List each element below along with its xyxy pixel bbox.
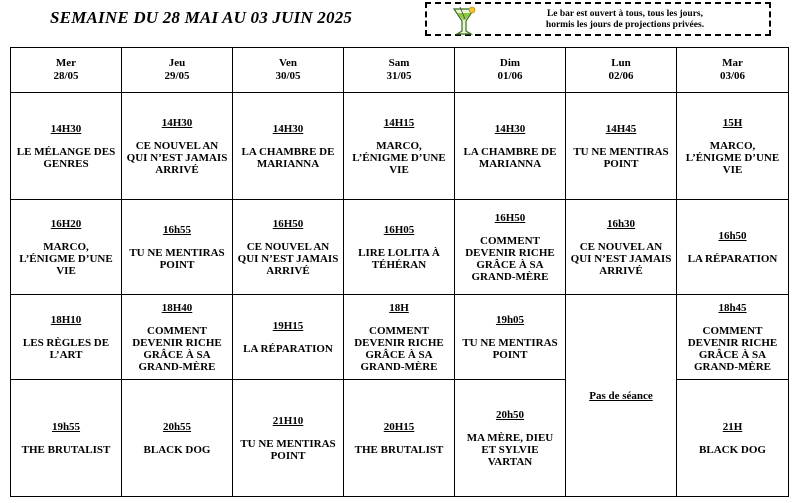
screening-cell [233,93,344,200]
screening-cell [455,200,566,295]
screening-cell [122,93,233,200]
film-title: THE BRUTALIST [21,443,111,456]
day-header: Mer 28/05 [11,48,122,93]
film-title: TU NE MENTIRAS POINT [129,246,225,271]
table-row [11,93,789,200]
notice-line-1: Le bar est ouvert à tous, tous les jours, [546,9,704,19]
screening-time: 14H30 [50,122,82,135]
film-title: COMMENT DEVENIR RICHE GRÂCE À SA GRAND-MÈRE [465,234,555,283]
header-row [11,48,789,93]
screening-cell [11,295,122,380]
screening-time: 14H30 [494,122,526,135]
screening-time: 16h50 [718,229,747,242]
screening-time: 19H15 [272,319,304,332]
screening-cell [677,380,789,497]
table-row [11,295,789,380]
screening-cell [11,380,122,497]
day-header: Jeu 29/05 [122,48,233,93]
screening-cell [11,200,122,295]
screening-time: 21H10 [272,414,304,427]
film-title: LIRE LOLITA À TÉHÉRAN [358,246,440,271]
film-title: BLACK DOG [699,443,766,456]
day-header: Dim 01/06 [455,48,566,93]
screening-cell [677,295,789,380]
screening-time: 16H20 [50,217,82,230]
notice-text [485,9,765,31]
screening-time: 18H10 [50,313,82,326]
screening-cell [233,380,344,497]
film-title: COMMENT DEVENIR RICHE GRÂCE À SA GRAND-MÈRE [687,324,778,373]
film-title: TU NE MENTIRAS POINT [573,145,669,170]
screening-time: 20h50 [495,408,525,421]
screening-cell [233,295,344,380]
film-title: CE NOUVEL AN QUI N’EST JAMAIS ARRIVÉ [237,240,339,277]
page-title: SEMAINE DU 28 MAI AU 03 JUIN 2025 [50,8,353,27]
screening-cell [566,200,677,295]
film-title: CE NOUVEL AN QUI N’EST JAMAIS ARRIVÉ [570,240,672,277]
screening-cell [122,380,233,497]
screening-time: 16H05 [383,223,415,236]
screening-time: 14H15 [383,116,415,129]
film-title: TU NE MENTIRAS POINT [462,336,558,361]
film-title: COMMENT DEVENIR RICHE GRÂCE À SA GRAND-MÈRE [132,324,222,373]
film-title: MARCO, L’ÉNIGME D’UNE VIE [685,139,780,176]
screening-cell [344,200,455,295]
film-title: LA RÉPARATION [687,252,778,265]
screening-cell [677,200,789,295]
screening-time: 19h55 [51,420,81,433]
screening-time: 14H30 [272,122,304,135]
screening-cell [344,93,455,200]
bar-notice [425,2,771,36]
film-title: LA CHAMBRE DE MARIANNA [463,145,557,170]
film-title: TU NE MENTIRAS POINT [240,437,336,462]
film-title: MARCO, L’ÉNIGME D’UNE VIE [19,240,113,277]
screening-cell [233,200,344,295]
film-title: LA CHAMBRE DE MARIANNA [241,145,335,170]
screening-cell [344,295,455,380]
screening-cell [122,200,233,295]
schedule-table [10,47,789,497]
screening-time: 16h30 [606,217,636,230]
film-title: LE MÉLANGE DES GENRES [16,145,116,170]
screening-cell [455,93,566,200]
no-screening-cell [566,295,677,497]
film-title: BLACK DOG [143,443,211,456]
day-header: Sam 31/05 [344,48,455,93]
screening-time: 14H45 [605,122,637,135]
screening-time: 18H [389,301,409,314]
day-header: Lun 02/06 [566,48,677,93]
screening-time: 16H50 [494,211,526,224]
film-title: LES RÈGLES DE L’ART [22,336,110,361]
film-title: MA MÈRE, DIEU ET SYLVIE VARTAN [466,431,554,468]
cocktail-glass-icon [451,5,477,37]
screening-cell [344,380,455,497]
film-title: CE NOUVEL AN QUI N’EST JAMAIS ARRIVÉ [126,139,228,176]
day-header: Mar 03/06 [677,48,789,93]
screening-time: 20h55 [162,420,192,433]
screening-time: 18h45 [718,301,747,314]
screening-cell [455,380,566,497]
film-title: COMMENT DEVENIR RICHE GRÂCE À SA GRAND-MÈRE [354,324,444,373]
screening-cell [677,93,789,200]
day-header: Ven 30/05 [233,48,344,93]
screening-time: 20H15 [383,420,415,433]
screening-cell [566,93,677,200]
notice-line-2: hormis les jours de projections privées. [545,20,705,30]
screening-time: 21H [722,420,743,433]
screening-time: 14H30 [161,116,193,129]
screening-cell [122,295,233,380]
table-row [11,200,789,295]
screening-cell [11,93,122,200]
film-title: THE BRUTALIST [354,443,444,456]
film-title: LA RÉPARATION [243,342,333,355]
screening-time: 18H40 [161,301,193,314]
film-title: MARCO, L’ÉNIGME D’UNE VIE [352,139,446,176]
screening-cell [455,295,566,380]
screening-time: 16h55 [162,223,192,236]
no-screening-label: Pas de séance [589,389,653,402]
screening-time: 15H [722,116,743,129]
screening-time: 19h05 [495,313,525,326]
screening-time: 16H50 [272,217,304,230]
